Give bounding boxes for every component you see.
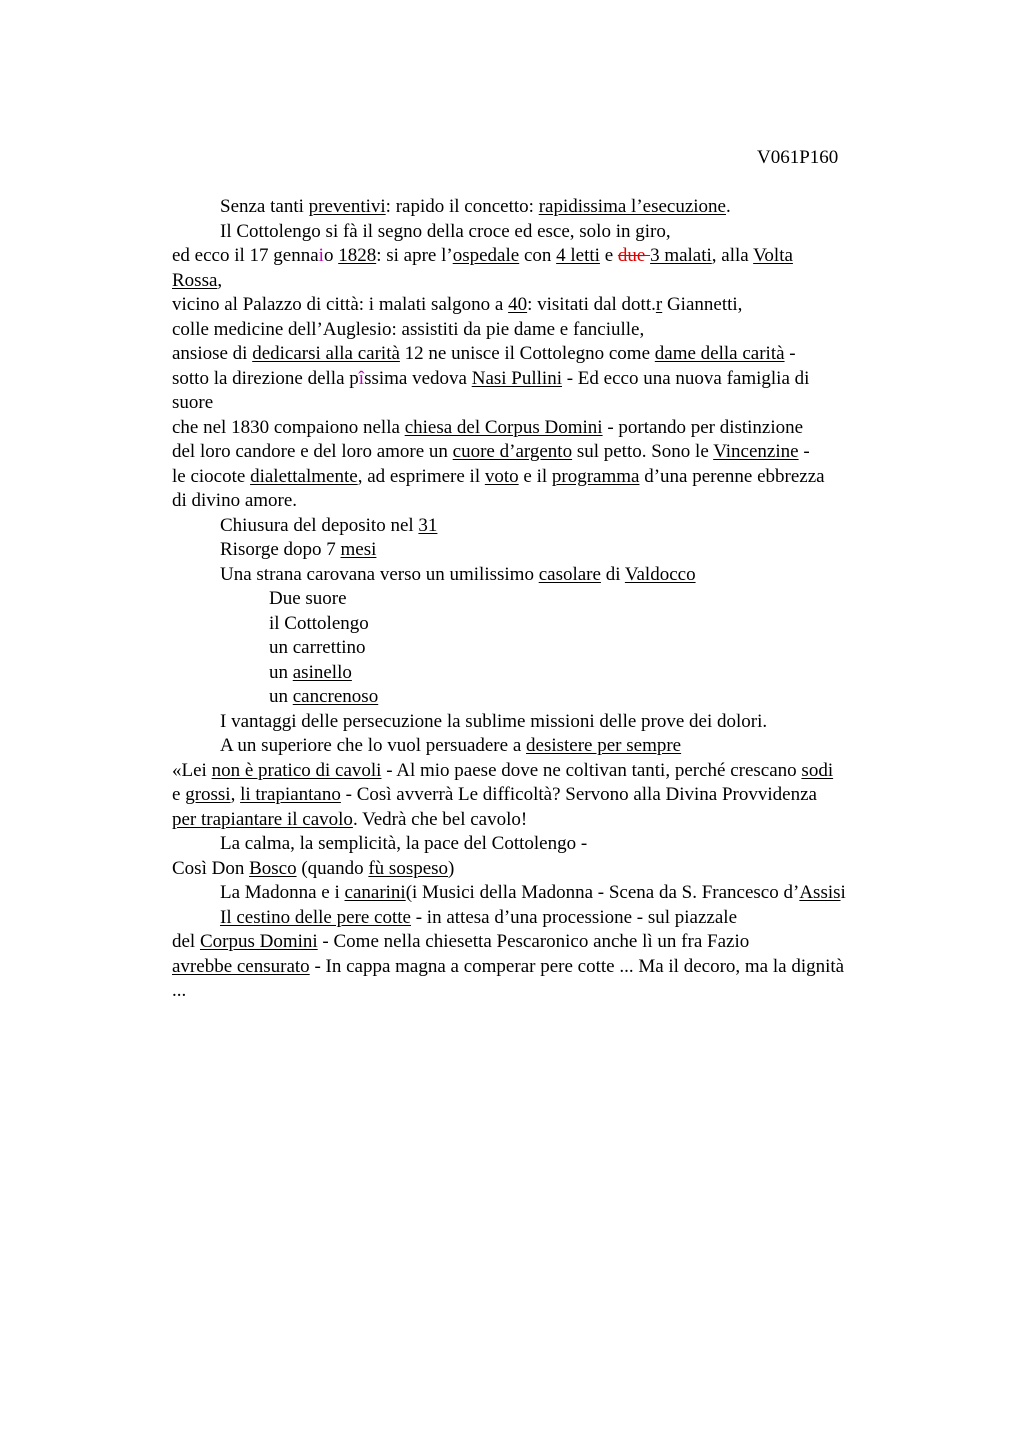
text-run: - Ed ecco una nuova famiglia di (561, 367, 810, 389)
underlined-text: per trapiantare il cavolo (172, 808, 353, 830)
underlined-text: programma (551, 465, 640, 487)
text-run: . Vedrà che bel cavolo! (352, 808, 528, 830)
text-run: Risorge dopo 7 (220, 539, 341, 560)
text-line (172, 930, 907, 955)
text-run: e (599, 245, 618, 266)
underlined-text: rapidissima l’esecuzione (538, 196, 726, 217)
text-line (172, 906, 907, 931)
text-run: colle medicine dell’Auglesio: assistiti da pie dame e fanciulle, (172, 318, 645, 340)
text-run: : visitati dal dott. (527, 294, 656, 315)
underlined-text: fù sospeso (368, 857, 449, 879)
text-run: e (172, 784, 186, 805)
text-run: ... (172, 980, 187, 1001)
underlined-text: Corpus Domini (199, 931, 318, 952)
underlined-text: 40 (508, 294, 528, 315)
underlined-text: ospedale (452, 245, 520, 266)
text-run: le ciocote (172, 465, 251, 487)
text-run: , ad esprimere il (357, 465, 485, 487)
text-run: un (269, 661, 293, 683)
text-run: I vantaggi delle persecuzione la sublime missioni delle prove dei dolori. (220, 710, 768, 732)
underlined-text: voto (484, 465, 519, 487)
underlined-text: cuore d’argento (452, 441, 573, 462)
text-line (172, 685, 907, 710)
document-body (172, 195, 907, 1004)
text-run: - (784, 343, 796, 364)
underlined-text: Assis (799, 882, 841, 903)
text-run: Chiusura del deposito nel (220, 514, 419, 536)
underlined-text: desistere per sempre (526, 735, 682, 756)
page-identifier: V061P160 (757, 147, 839, 168)
text-line (172, 661, 907, 686)
text-run: - in attesa d’una processione - sul piazzale (410, 906, 738, 928)
underlined-text: 31 (418, 514, 438, 536)
underlined-text: r (655, 294, 663, 315)
text-line (172, 538, 907, 563)
text-run: del (172, 931, 200, 952)
text-line (172, 342, 907, 367)
text-run: Il Cottolengo si fà il segno della croce ed esce, solo in giro, (220, 220, 671, 242)
text-line (172, 563, 907, 588)
underlined-text: Il cestino delle pere cotte (220, 906, 411, 928)
text-run: : si apre l’ (376, 245, 453, 266)
text-run: - (798, 441, 810, 462)
text-line (172, 269, 907, 294)
text-line (172, 783, 907, 808)
underlined-text: avrebbe censurato (172, 955, 310, 977)
text-run: Due suore (269, 588, 347, 609)
text-run: La calma, la semplicità, la pace del Cottolengo - (220, 833, 588, 854)
text-run: un carrettino (269, 637, 366, 658)
underlined-text: Valdocco (624, 563, 696, 585)
text-run: Così Don (172, 857, 250, 879)
correction-mark: i (318, 245, 324, 266)
text-run: . (725, 196, 731, 217)
text-run: vicino al Palazzo di città: i malati salgono a (172, 294, 509, 315)
text-run: ed ecco il 17 genna (172, 245, 319, 266)
text-line (172, 489, 907, 514)
underlined-text: preventivi (308, 196, 386, 217)
text-line (172, 391, 907, 416)
underlined-text: Nasi Pullini (471, 367, 562, 389)
underlined-text: Bosco (249, 857, 297, 879)
text-line (172, 979, 907, 1004)
deleted-text: due (617, 245, 651, 266)
text-line (172, 636, 907, 661)
text-line (172, 587, 907, 612)
text-run: ) (448, 857, 455, 879)
text-line (172, 808, 907, 833)
text-run: A un superiore che lo vuol persuadere a (220, 735, 527, 756)
underlined-text: dame della carità (654, 343, 785, 364)
text-line (172, 857, 907, 882)
text-line (172, 244, 907, 269)
text-line (172, 416, 907, 441)
text-run: Una strana carovana verso un umilissimo (220, 563, 539, 585)
underlined-text: 3 malati (650, 245, 712, 266)
text-line (172, 318, 907, 343)
text-line (172, 293, 907, 318)
underlined-text: Vincenzine (713, 441, 799, 462)
text-line (172, 612, 907, 637)
underlined-text: sodi (801, 759, 834, 781)
text-run: d’una perenne ebbrezza (639, 465, 825, 487)
text-run: e il (518, 465, 552, 487)
text-run: ssima vedova (364, 367, 472, 389)
text-run: , (230, 784, 241, 805)
text-line (172, 881, 907, 906)
text-run: sul petto. Sono le (572, 441, 714, 462)
underlined-text: mesi (340, 539, 377, 560)
text-run: un (269, 686, 293, 707)
text-line (172, 710, 907, 735)
text-line (172, 832, 907, 857)
text-line (172, 759, 907, 784)
underlined-text: Rossa (172, 269, 218, 291)
underlined-text: Volta (753, 245, 793, 266)
text-line (172, 367, 907, 392)
underlined-text: dedicarsi alla carità (252, 343, 400, 364)
text-run: suore (172, 392, 214, 413)
text-run: che nel 1830 compaiono nella (172, 416, 405, 438)
text-line (172, 220, 907, 245)
text-run: - Così avverrà Le difficoltà? Servono alla Divina Provvidenza (340, 784, 817, 805)
text-line (172, 734, 907, 759)
text-run: Giannetti, (662, 294, 743, 315)
correction-mark: î (358, 367, 365, 389)
text-line (172, 440, 907, 465)
underlined-text: 4 letti (556, 245, 600, 266)
text-run: Senza tanti (220, 196, 309, 217)
text-run: i (840, 882, 846, 903)
text-run: sotto la direzione della p (172, 367, 359, 389)
text-run: (quando (296, 857, 369, 879)
text-line (172, 955, 907, 980)
text-run: di (600, 563, 625, 585)
text-line (172, 465, 907, 490)
underlined-text: casolare (538, 563, 601, 585)
text-run: , (217, 269, 223, 291)
underlined-text: li trapiantano (240, 784, 341, 805)
text-run: ansiose di (172, 343, 253, 364)
text-run: di divino amore. (172, 490, 298, 511)
text-line (172, 514, 907, 539)
text-run: 12 ne unisce il Cottolegno come (399, 343, 655, 364)
text-run: del loro candore e del loro amore un (172, 441, 453, 462)
underlined-text: cancrenoso (292, 686, 379, 707)
text-run: - portando per distinzione (602, 416, 804, 438)
underlined-text: non è pratico di cavoli (211, 759, 382, 781)
text-run: - Come nella chiesetta Pescaronico anche lì un fra Fazio (317, 931, 750, 952)
underlined-text: asinello (292, 661, 352, 683)
text-run: o (323, 245, 339, 266)
text-run: con (519, 245, 557, 266)
text-run: (i Musici della Madonna - Scena da S. Francesco d’ (405, 882, 800, 903)
text-run: il Cottolengo (269, 612, 369, 634)
text-line (172, 195, 907, 220)
text-run: - In cappa magna a comperar pere cotte ... Ma il decoro, ma la dignità (309, 955, 845, 977)
text-run: La Madonna e i (220, 882, 345, 903)
underlined-text: canarini (344, 882, 406, 903)
text-run: «Lei (172, 759, 212, 781)
text-run: , alla (711, 245, 754, 266)
underlined-text: dialettalmente (250, 465, 358, 487)
underlined-text: 1828 (338, 245, 377, 266)
text-run: - Al mio paese dove ne coltivan tanti, perché crescano (381, 759, 802, 781)
underlined-text: grossi (185, 784, 231, 805)
underlined-text: chiesa del Corpus Domini (404, 416, 603, 438)
text-run: : rapido il concetto: (385, 196, 539, 217)
